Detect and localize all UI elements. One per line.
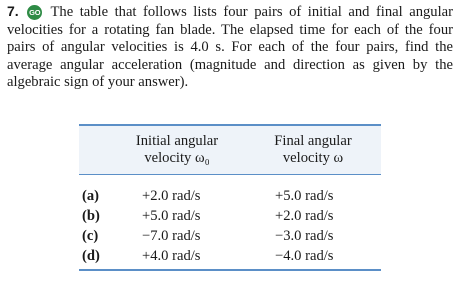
problem-statement: The table that follows lists four pairs of initial and final angular velocities for a rotating fan blade. The elapsed time for each of the four pairs of angular velocities is 4.0 s. For each of the four pairs, find the average angular acceleration (magnitude and direction as given by the algebraic sign of your answer).: [7, 4, 453, 91]
header-final-line1: Final angular: [274, 133, 352, 149]
problem-text-block: [7, 3, 453, 92]
table-row: [79, 246, 381, 266]
row-label: (d): [82, 248, 100, 264]
initial-velocity-cell: +2.0 rad/s: [142, 188, 201, 204]
table-row: [79, 206, 381, 226]
row-label: (c): [82, 228, 99, 244]
table-bottom-rule: [79, 269, 381, 271]
initial-velocity-cell: −7.0 rad/s: [142, 228, 201, 244]
table-row: [79, 186, 381, 206]
problem-number: 7.: [7, 3, 19, 19]
final-velocity-cell: +5.0 rad/s: [275, 188, 334, 204]
table-row: [79, 226, 381, 246]
final-velocity-cell: −3.0 rad/s: [275, 228, 334, 244]
go-badge-icon: GO: [27, 5, 42, 20]
header-final-line2: velocity ω: [282, 150, 344, 166]
header-initial-line2: velocity ω₀: [144, 150, 210, 166]
header-final-velocity: [257, 133, 369, 167]
header-initial-line1: Initial angular: [135, 133, 219, 149]
row-label: (b): [82, 208, 100, 224]
final-velocity-cell: −4.0 rad/s: [275, 248, 334, 264]
initial-velocity-cell: +4.0 rad/s: [142, 248, 201, 264]
header-initial-velocity: [123, 133, 231, 167]
table-header: [79, 126, 381, 174]
row-label: (a): [82, 188, 100, 204]
angular-velocity-table: [79, 124, 381, 271]
final-velocity-cell: +2.0 rad/s: [275, 208, 334, 224]
initial-velocity-cell: +5.0 rad/s: [142, 208, 201, 224]
table-body: [79, 175, 381, 269]
